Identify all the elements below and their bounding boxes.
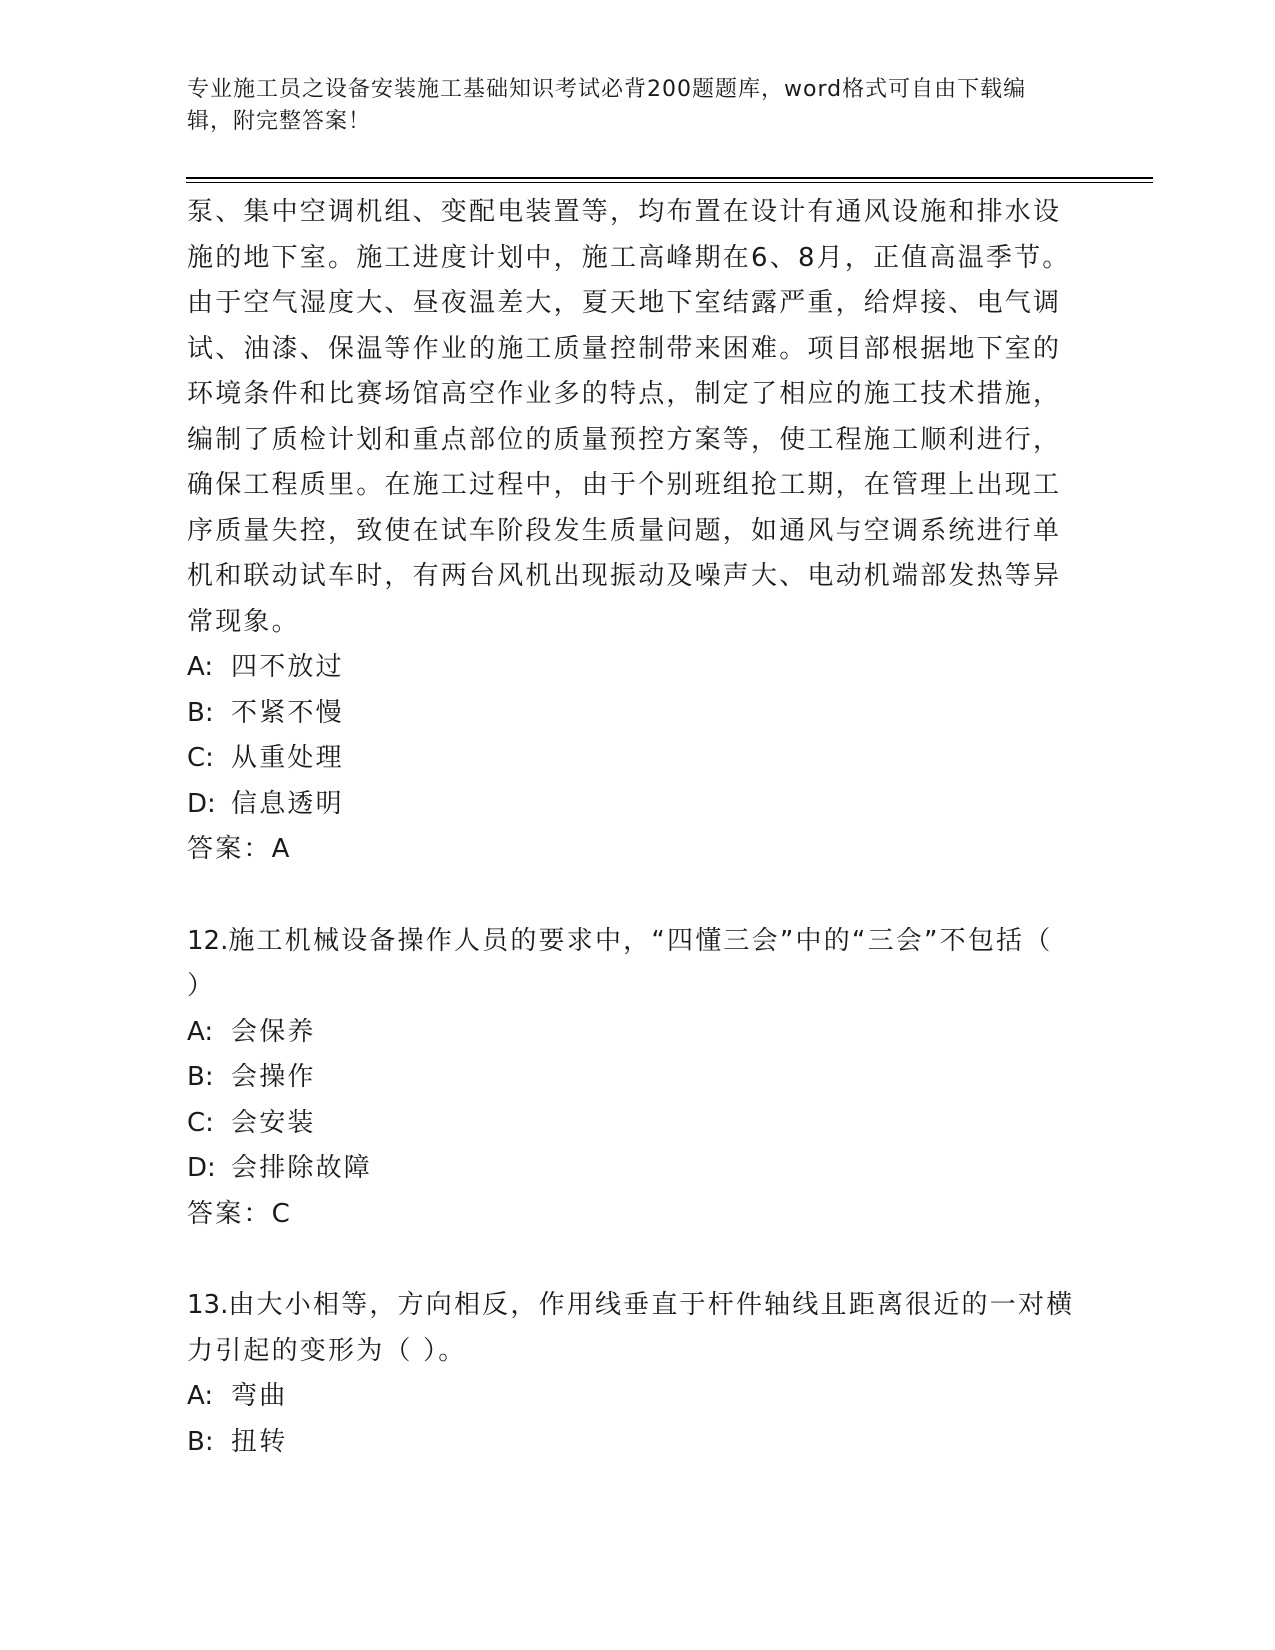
question-number: 13. [187, 1290, 229, 1320]
option-a [187, 1010, 1077, 1056]
option-key: D: [187, 788, 216, 819]
option-key: B: [187, 1426, 214, 1457]
question-passage: 泵、集中空调机组、变配电装置等，均布置在设计有通风设施和排水设施的地下室。施工进度计划中，施工高峰期在6、8月，正值高温季节。由于空气湿度大、昼夜温差大，夏天地下室结露严重，给焊接、电气调试、油漆、保温等作业的施工质量控制带来困难。项目部根据地下室的环境条件和比赛场馆高空作业多的特点，制定了相应的施工技术措施，编制了质检计划和重点部位的质量预控方案等，使工程施工顺利进行，确保工程质里。在施工过程中，由于个别班组抢工期，在管理上出现工序质量失控，致使在试车阶段发生质量问题，如通风与空调系统进行单机和联动试车时，有两台风机出现振动及噪声大、电动机端部发热等异常现象。 [187, 197, 1071, 637]
option-a [187, 1374, 1077, 1420]
question-text: 由大小相等，方向相反，作用线垂直于杆件轴线且距离很近的一对横力引起的变形为（ ）。 [187, 1290, 1075, 1366]
option-key: C: [187, 1107, 214, 1138]
header-title: 专业施工员之设备安装施工基础知识考试必背200题题库，word格式可自由下载编辑，附完整答案！ [187, 77, 1027, 134]
question-13-stem [187, 1283, 1077, 1374]
option-c [187, 1101, 1077, 1147]
option-c [187, 736, 1077, 782]
option-text: 会操作 [231, 1062, 316, 1092]
option-text: 四不放过 [231, 652, 344, 682]
question-11-answer: 答案：A [187, 834, 292, 864]
option-key: A: [187, 1016, 214, 1047]
option-key: D: [187, 1153, 216, 1183]
option-a [187, 645, 1077, 691]
option-key: B: [187, 1062, 214, 1092]
question-12-stem [187, 919, 1077, 1010]
option-text: 会安装 [231, 1107, 316, 1138]
option-text: 信息透明 [231, 788, 344, 819]
option-key: A: [187, 652, 214, 682]
option-text: 会保养 [231, 1016, 316, 1047]
document-body [187, 190, 1077, 1465]
question-13 [187, 1283, 1077, 1465]
option-b [187, 1055, 1077, 1101]
option-text: 弯曲 [231, 1381, 288, 1411]
option-text: 从重处理 [231, 743, 344, 773]
option-key: B: [187, 697, 214, 728]
header-divider-thin [186, 182, 1153, 183]
question-12-answer: 答案：C [187, 1198, 292, 1229]
option-key: C: [187, 743, 214, 773]
question-number: 12. [187, 925, 229, 956]
option-key: A: [187, 1381, 214, 1411]
header-divider-thick [186, 177, 1153, 179]
question-text: 施工机械设备操作人员的要求中，“四懂三会”中的“三会”不包括（ ） [187, 925, 1053, 1001]
document-header [187, 74, 1067, 138]
option-text: 会排除故障 [231, 1153, 373, 1183]
question-12 [187, 919, 1077, 1238]
option-d [187, 782, 1077, 828]
option-d [187, 1146, 1077, 1192]
question-11-options [187, 645, 1077, 827]
option-text: 不紧不慢 [231, 697, 344, 728]
option-b [187, 691, 1077, 737]
option-b [187, 1420, 1077, 1466]
option-text: 扭转 [231, 1426, 288, 1457]
